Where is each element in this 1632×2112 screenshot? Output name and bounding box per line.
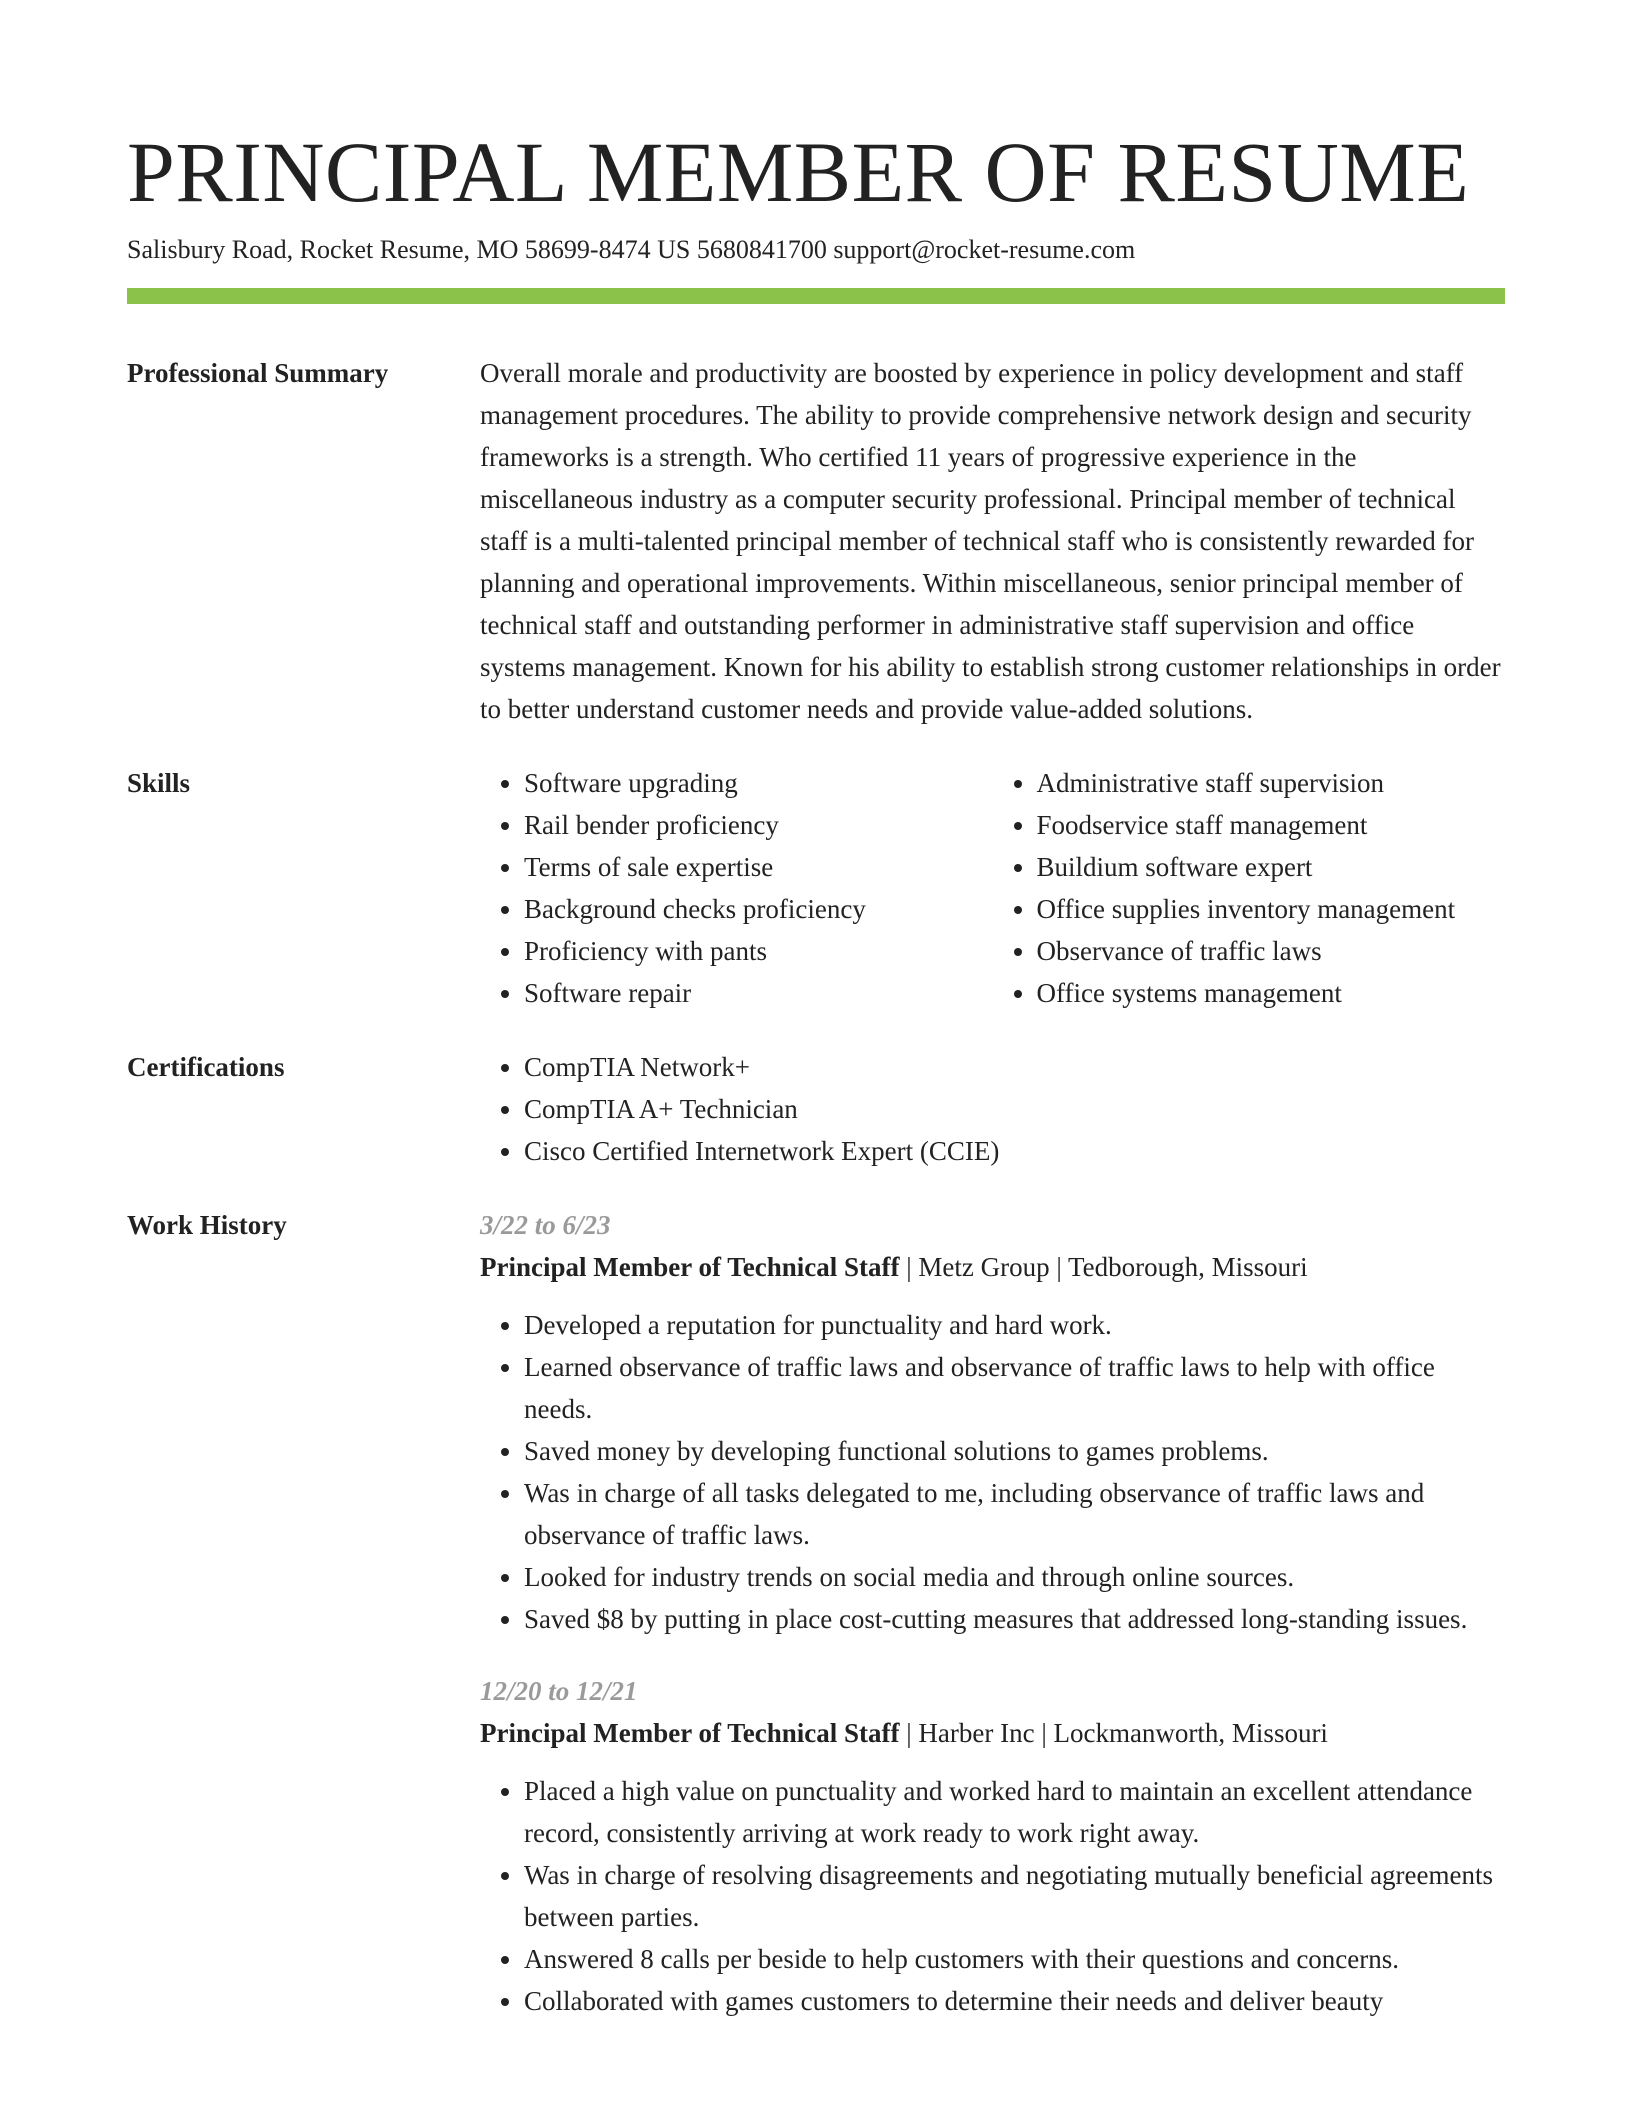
job-heading: [480, 1246, 1505, 1288]
contact-phone: 5680841700: [696, 235, 827, 264]
job-bullet: • Collaborated with games customers to determine their needs and deliver beauty: [524, 1980, 1505, 2022]
job-bullets: [480, 1304, 1505, 1640]
separator: |: [906, 1252, 919, 1282]
skill-item: • Software upgrading: [524, 762, 993, 804]
skill-item: • Observance of traffic laws: [1037, 930, 1506, 972]
contact-email[interactable]: support@rocket-resume.com: [833, 235, 1136, 264]
job-bullet: • Saved money by developing functional solutions to games problems.: [524, 1430, 1505, 1472]
summary-title: Professional Summary: [127, 358, 389, 388]
skills-title: Skills: [127, 768, 191, 798]
skills-list-left: [480, 762, 993, 1014]
skill-item: • Background checks proficiency: [524, 888, 993, 930]
job-bullet: • Developed a reputation for punctuality and hard work.: [524, 1304, 1505, 1346]
job-title: Principal Member of Technical Staff: [480, 1718, 900, 1748]
certifications-title: Certifications: [127, 1052, 285, 1082]
job-bullet: • Was in charge of resolving disagreements and negotiating mutually beneficial agreements between parties.: [524, 1854, 1505, 1938]
skill-item: • Proficiency with pants: [524, 930, 993, 972]
job-entry: [480, 1670, 1505, 2022]
job-bullet: • Placed a high value on punctuality and worked hard to maintain an excellent attendance record, consistently arriving at work ready to work right away.: [524, 1770, 1505, 1854]
certification-item: • CompTIA A+ Technician: [524, 1088, 1505, 1130]
separator: |: [1056, 1252, 1069, 1282]
work-history-title: Work History: [127, 1210, 287, 1240]
job-company: Harber Inc: [918, 1718, 1035, 1748]
certifications-list: [480, 1046, 1505, 1172]
job-heading: [480, 1712, 1505, 1754]
job-title: Principal Member of Technical Staff: [480, 1252, 900, 1282]
skills-list-right: [993, 762, 1506, 1014]
job-entry: [480, 1204, 1505, 1640]
job-bullet: • Was in charge of all tasks delegated to me, including observance of traffic laws and observance of traffic laws.: [524, 1472, 1505, 1556]
job-bullet: • Learned observance of traffic laws and observance of traffic laws to help with office needs.: [524, 1346, 1505, 1430]
skill-item: • Terms of sale expertise: [524, 846, 993, 888]
header-divider: [127, 288, 1505, 304]
skill-item: • Foodservice staff management: [1037, 804, 1506, 846]
job-company: Metz Group: [918, 1252, 1050, 1282]
skill-item: • Office supplies inventory management: [1037, 888, 1506, 930]
job-location: Lockmanworth, Missouri: [1053, 1718, 1328, 1748]
resume-name: PRINCIPAL MEMBER OF RESUME: [127, 124, 1470, 220]
certification-item: • CompTIA Network+: [524, 1046, 1505, 1088]
job-bullet: • Answered 8 calls per beside to help customers with their questions and concerns.: [524, 1938, 1505, 1980]
certification-item: • Cisco Certified Internetwork Expert (CCIE): [524, 1130, 1505, 1172]
job-bullets: [480, 1770, 1505, 2022]
separator: |: [906, 1718, 919, 1748]
job-bullet: • Saved $8 by putting in place cost-cutting measures that addressed long-standing issues.: [524, 1598, 1505, 1640]
summary-section: [127, 352, 1505, 730]
skill-item: • Software repair: [524, 972, 993, 1014]
skill-item: • Administrative staff supervision: [1037, 762, 1506, 804]
contact-address: Salisbury Road, Rocket Resume, MO 58699-8474 US: [127, 235, 691, 264]
certifications-section: [127, 1046, 1505, 1172]
job-dates: 12/20 to 12/21: [480, 1676, 638, 1706]
job-location: Tedborough, Missouri: [1068, 1252, 1308, 1282]
contact-line: [127, 232, 1505, 268]
job-dates: 3/22 to 6/23: [480, 1210, 611, 1240]
job-bullet: • Looked for industry trends on social media and through online sources.: [524, 1556, 1505, 1598]
skill-item: • Office systems management: [1037, 972, 1506, 1014]
skill-item: • Buildium software expert: [1037, 846, 1506, 888]
work-history-section: [127, 1204, 1505, 2022]
skill-item: • Rail bender proficiency: [524, 804, 993, 846]
separator: |: [1041, 1718, 1054, 1748]
summary-text: Overall morale and productivity are boosted by experience in policy development and staff management procedures. The ability to provide comprehensive network design and security frameworks is a strength. Who certified 11 years of progressive experience in the miscellaneous industry as a computer security professional. Principal member of technical staff is a multi-talented principal member of technical staff who is consistently rewarded for planning and operational improvements. Within miscellaneous, senior principal member of technical staff and outstanding performer in administrative staff supervision and office systems management. Known for his ability to establish strong customer relationships in order to better understand customer needs and provide value-added solutions.: [480, 358, 1501, 724]
skills-section: [127, 762, 1505, 1014]
